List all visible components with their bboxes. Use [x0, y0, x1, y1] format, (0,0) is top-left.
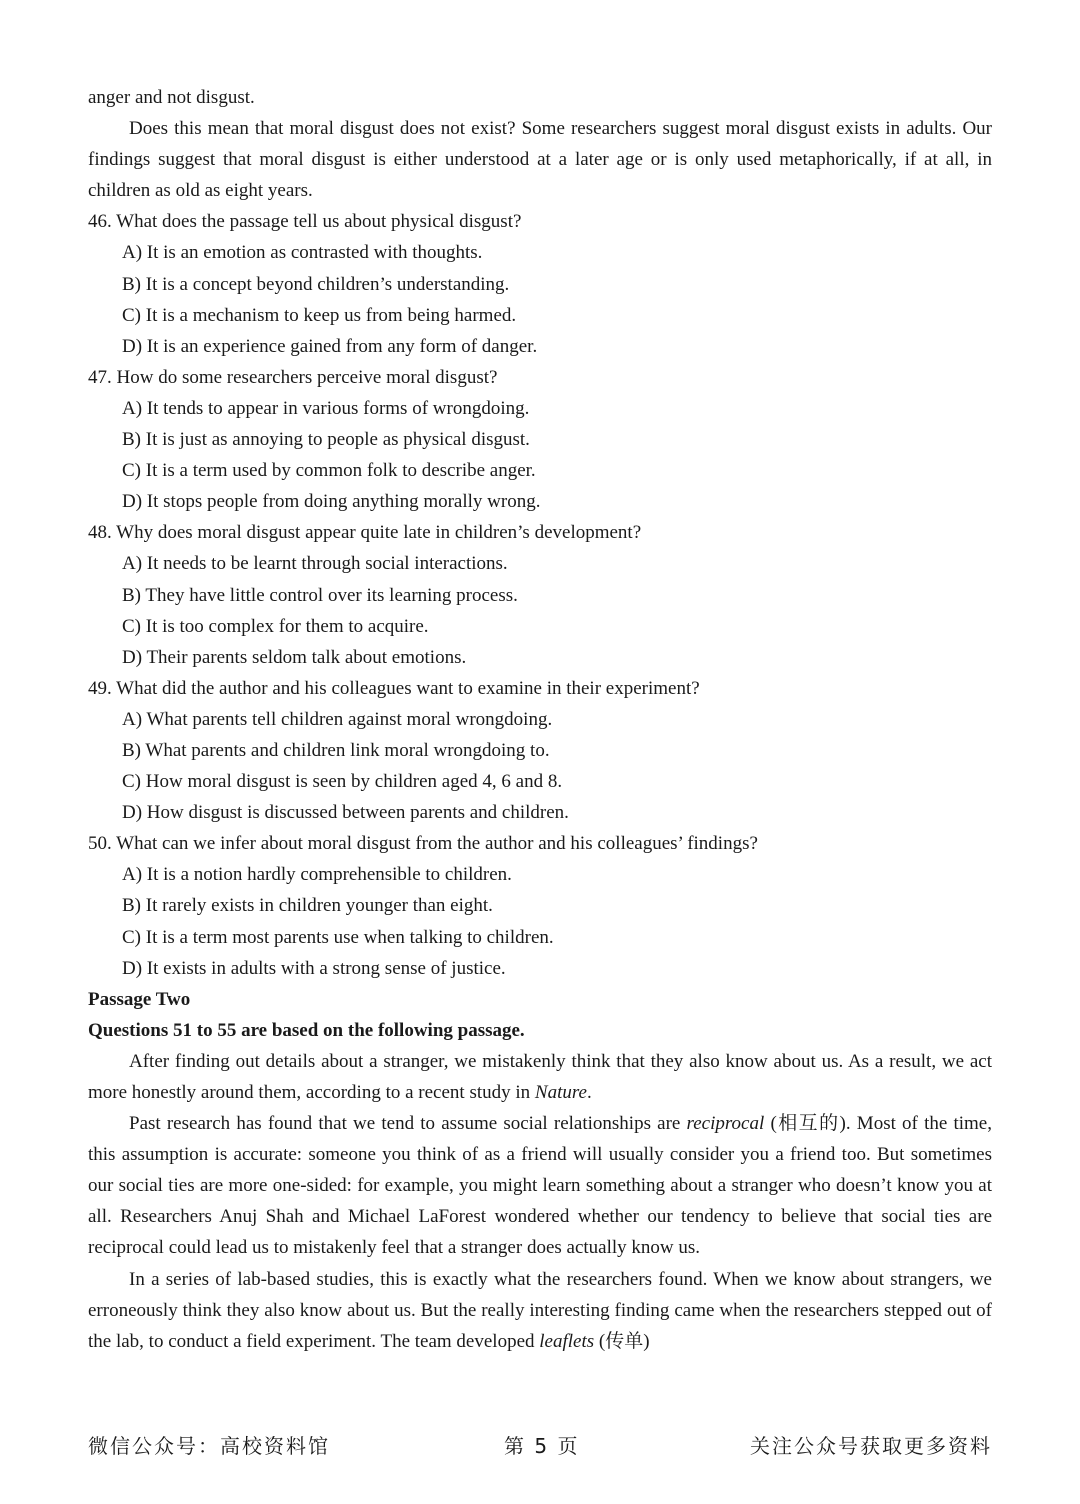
question-46 — [88, 206, 992, 361]
option-c: C) It is a term most parents use when talking to children. — [122, 926, 554, 948]
text-run: (相互的). Most of the time, this assumption is accurate: someone you think of as a friend will usually consider you a friend too. But sometimes our social ties are more one-sided: for example, you might learn something about a stranger who doesn’t know you at all. Researchers Anuj Shah and Michael LaForest wondered whether our tendency to believe that social ties are reciprocal could lead us to mistakenly feel that a stranger does actually know us. — [88, 1113, 992, 1259]
footer-page-number: 第 5 页 — [504, 1434, 580, 1458]
question-49 — [88, 673, 992, 828]
passage-two-heading: Passage Two — [88, 988, 191, 1010]
question-50 — [88, 828, 992, 983]
option-d: D) How disgust is discussed between parents and children. — [122, 802, 569, 824]
option-a: A) It tends to appear in various forms of wrongdoing. — [122, 397, 530, 419]
text-run: (传单) — [594, 1330, 650, 1352]
option-c: C) It is too complex for them to acquire. — [122, 615, 429, 637]
question-47 — [88, 362, 992, 517]
italic-term: Nature — [534, 1082, 587, 1103]
text-run: In a series of lab-based studies, this is exactly what the researchers found. When we know about strangers, we erroneously think they also know about us. But the really interesting finding came when the researchers stepped out of the lab, to conduct a field experiment. The team developed — [88, 1268, 992, 1352]
option-c: C) It is a term used by common folk to describe anger. — [122, 460, 536, 482]
page-footer — [88, 1430, 992, 1466]
italic-term: leaflets — [539, 1330, 595, 1352]
passage-one-closing-line: anger and not disgust. — [88, 87, 255, 108]
question-48 — [88, 517, 992, 672]
question-stem: 49. What did the author and his colleagues want to examine in their experiment? — [88, 677, 700, 699]
text-run: . — [586, 1082, 592, 1103]
option-c: C) It is a mechanism to keep us from being harmed. — [122, 304, 517, 326]
italic-term: reciprocal — [686, 1113, 765, 1135]
option-c: C) How moral disgust is seen by children aged 4, 6 and 8. — [122, 771, 563, 793]
option-d: D) Their parents seldom talk about emotions. — [122, 646, 467, 668]
option-d: D) It stops people from doing anything morally wrong. — [122, 491, 541, 513]
option-b: B) It rarely exists in children younger than eight. — [122, 895, 493, 917]
page-content — [88, 82, 992, 1357]
option-d: D) It exists in adults with a strong sense of justice. — [122, 957, 506, 979]
option-b: B) They have little control over its learning process. — [122, 584, 518, 606]
passage-two-paragraph-2 — [88, 1108, 992, 1263]
option-d: D) It is an experience gained from any form of danger. — [122, 335, 538, 357]
option-a: A) It is an emotion as contrasted with thoughts. — [122, 242, 483, 264]
option-b: B) It is a concept beyond children’s understanding. — [122, 273, 510, 295]
option-a: A) What parents tell children against moral wrongdoing. — [122, 708, 553, 730]
footer-wechat-account: 微信公众号：高校资料馆 — [88, 1434, 330, 1458]
option-b: B) What parents and children link moral wrongdoing to. — [122, 739, 550, 761]
question-stem: 46. What does the passage tell us about physical disgust? — [88, 211, 522, 233]
passage-one-final-paragraph: Does this mean that moral disgust does not exist? Some researchers suggest moral disgust exists in adults. Our findings suggest that moral disgust is either understood at a later age or is only used metaphorically, if at all, in children as old as eight years. — [88, 118, 992, 202]
option-b: B) It is just as annoying to people as physical disgust. — [122, 429, 530, 451]
question-stem: 48. Why does moral disgust appear quite late in children’s development? — [88, 522, 642, 544]
passage-two-paragraph-1 — [88, 1046, 992, 1108]
passage-two-instruction: Questions 51 to 55 are based on the following passage. — [88, 1019, 525, 1041]
text-run: After finding out details about a stranger, we mistakenly think that they also know about us. As a result, we act more honestly around them, according to a recent study in — [88, 1050, 992, 1103]
text-run: Past research has found that we tend to assume social relationships are — [129, 1113, 687, 1135]
footer-follow-note: 关注公众号获取更多资料 — [750, 1434, 992, 1458]
option-a: A) It is a notion hardly comprehensible to children. — [122, 864, 512, 886]
passage-two-paragraph-3 — [88, 1264, 992, 1357]
option-a: A) It needs to be learnt through social interactions. — [122, 553, 508, 575]
question-stem: 50. What can we infer about moral disgust from the author and his colleagues’ findings? — [88, 833, 758, 855]
question-stem: 47. How do some researchers perceive moral disgust? — [88, 366, 498, 388]
